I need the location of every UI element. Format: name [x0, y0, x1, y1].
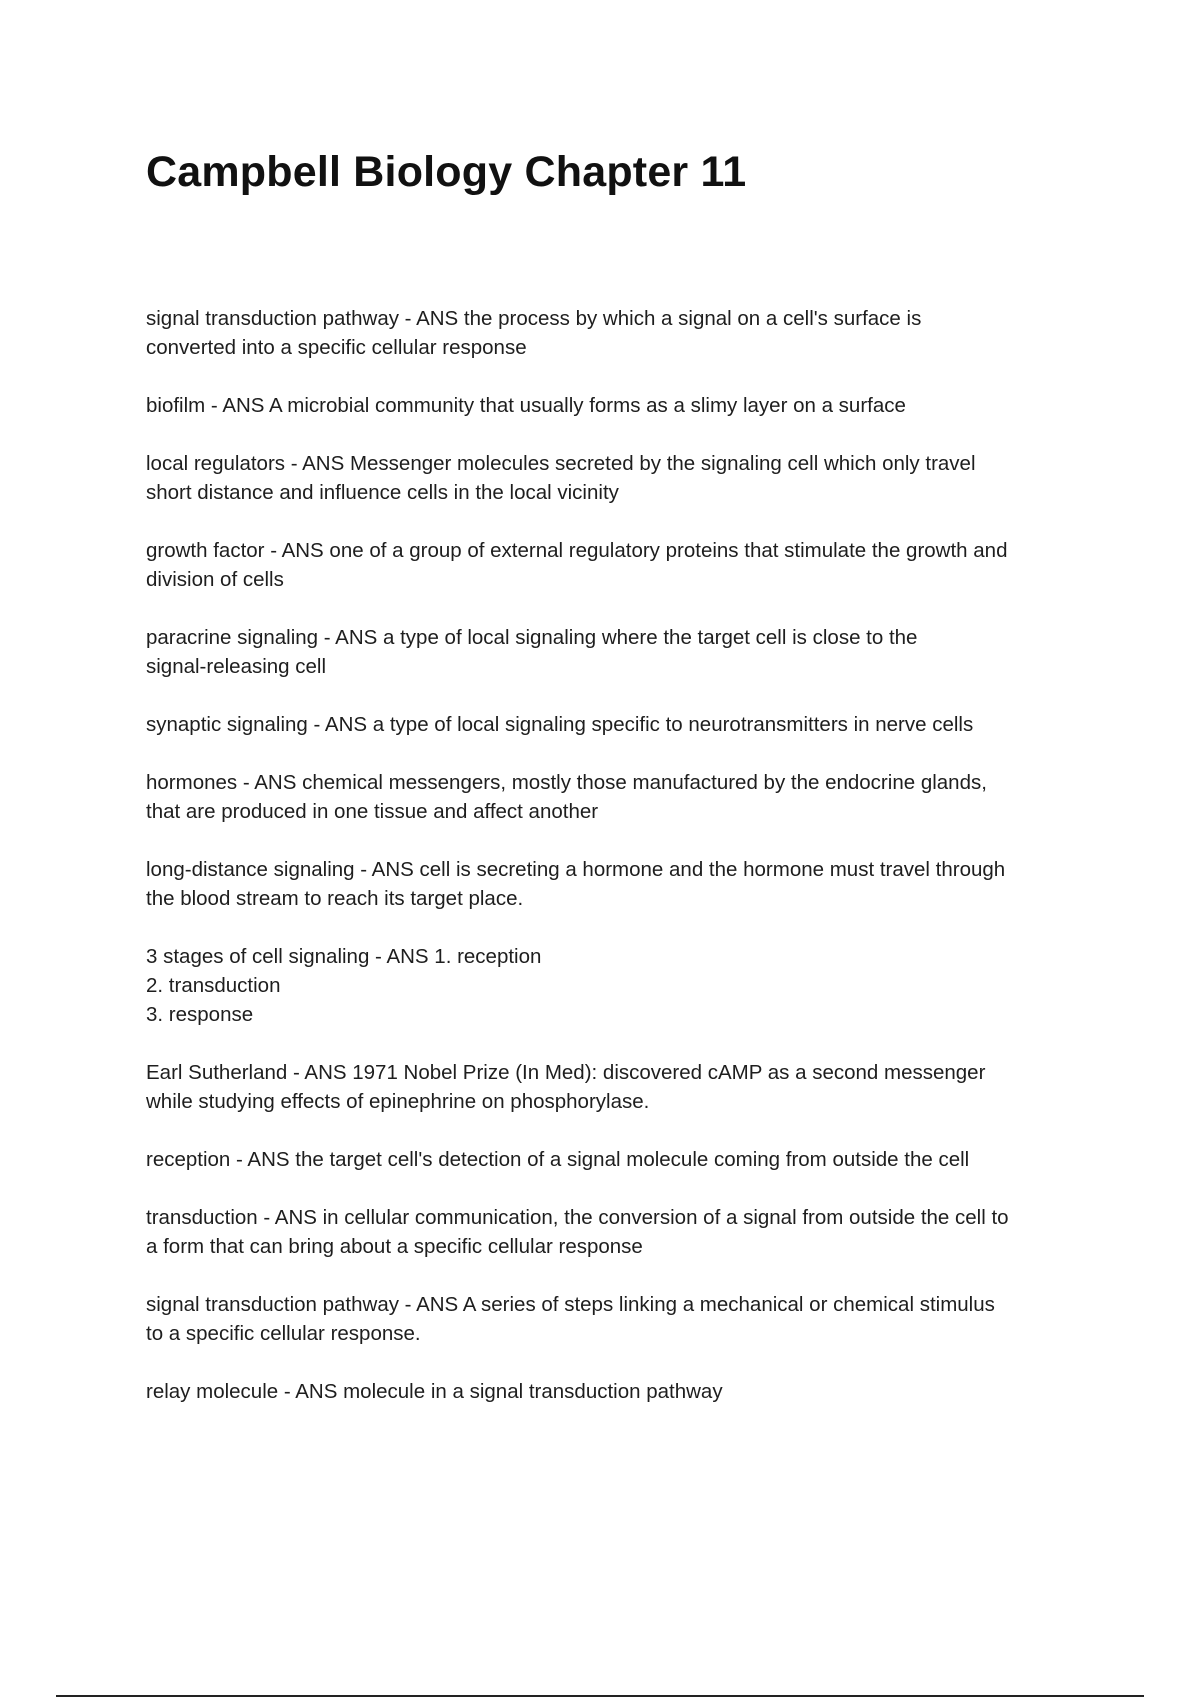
flashcard-entry: biofilm - ANS A microbial community that usually forms as a slimy layer on a surface [146, 394, 906, 417]
flashcard-entry: long-distance signaling - ANS cell is secreting a hormone and the hormone must travel through the blood stream to reach its target place. [146, 858, 1006, 910]
flashcard-entry: synaptic signaling - ANS a type of local signaling specific to neurotransmitters in nerve cells [146, 713, 974, 736]
flashcard-entry: transduction - ANS in cellular communication, the conversion of a signal from outside the cell to a form that can bring about a specific cellular response [146, 1206, 1009, 1258]
flashcard-entry: growth factor - ANS one of a group of external regulatory proteins that stimulate the growth and division of cells [146, 539, 1008, 591]
flashcard-entry: Earl Sutherland - ANS 1971 Nobel Prize (In Med): discovered cAMP as a second messenger while studying effects of epinephrine on phosphorylase. [146, 1061, 986, 1113]
flashcard-entry: paracrine signaling - ANS a type of local signaling where the target cell is close to the signal-releasing cell [146, 626, 918, 678]
flashcard-entry: relay molecule - ANS molecule in a signal transduction pathway [146, 1380, 723, 1403]
flashcard-entry: signal transduction pathway - ANS A series of steps linking a mechanical or chemical stimulus to a specific cellular response. [146, 1293, 995, 1345]
page-bottom-divider [56, 1695, 1144, 1697]
flashcard-entry: signal transduction pathway - ANS the process by which a signal on a cell's surface is converted into a specific cellular response [146, 307, 922, 359]
flashcard-entry: local regulators - ANS Messenger molecules secreted by the signaling cell which only travel short distance and influence cells in the local vicinity [146, 452, 976, 504]
flashcard-entry: hormones - ANS chemical messengers, mostly those manufactured by the endocrine glands, that are produced in one tissue and affect another [146, 771, 987, 823]
flashcard-entry: 3 stages of cell signaling - ANS 1. reception 2. transduction 3. response [146, 945, 542, 1026]
page-title: Campbell Biology Chapter 11 [146, 148, 747, 196]
flashcard-entry: reception - ANS the target cell's detection of a signal molecule coming from outside the cell [146, 1148, 970, 1171]
flashcard-list [146, 304, 1096, 1435]
